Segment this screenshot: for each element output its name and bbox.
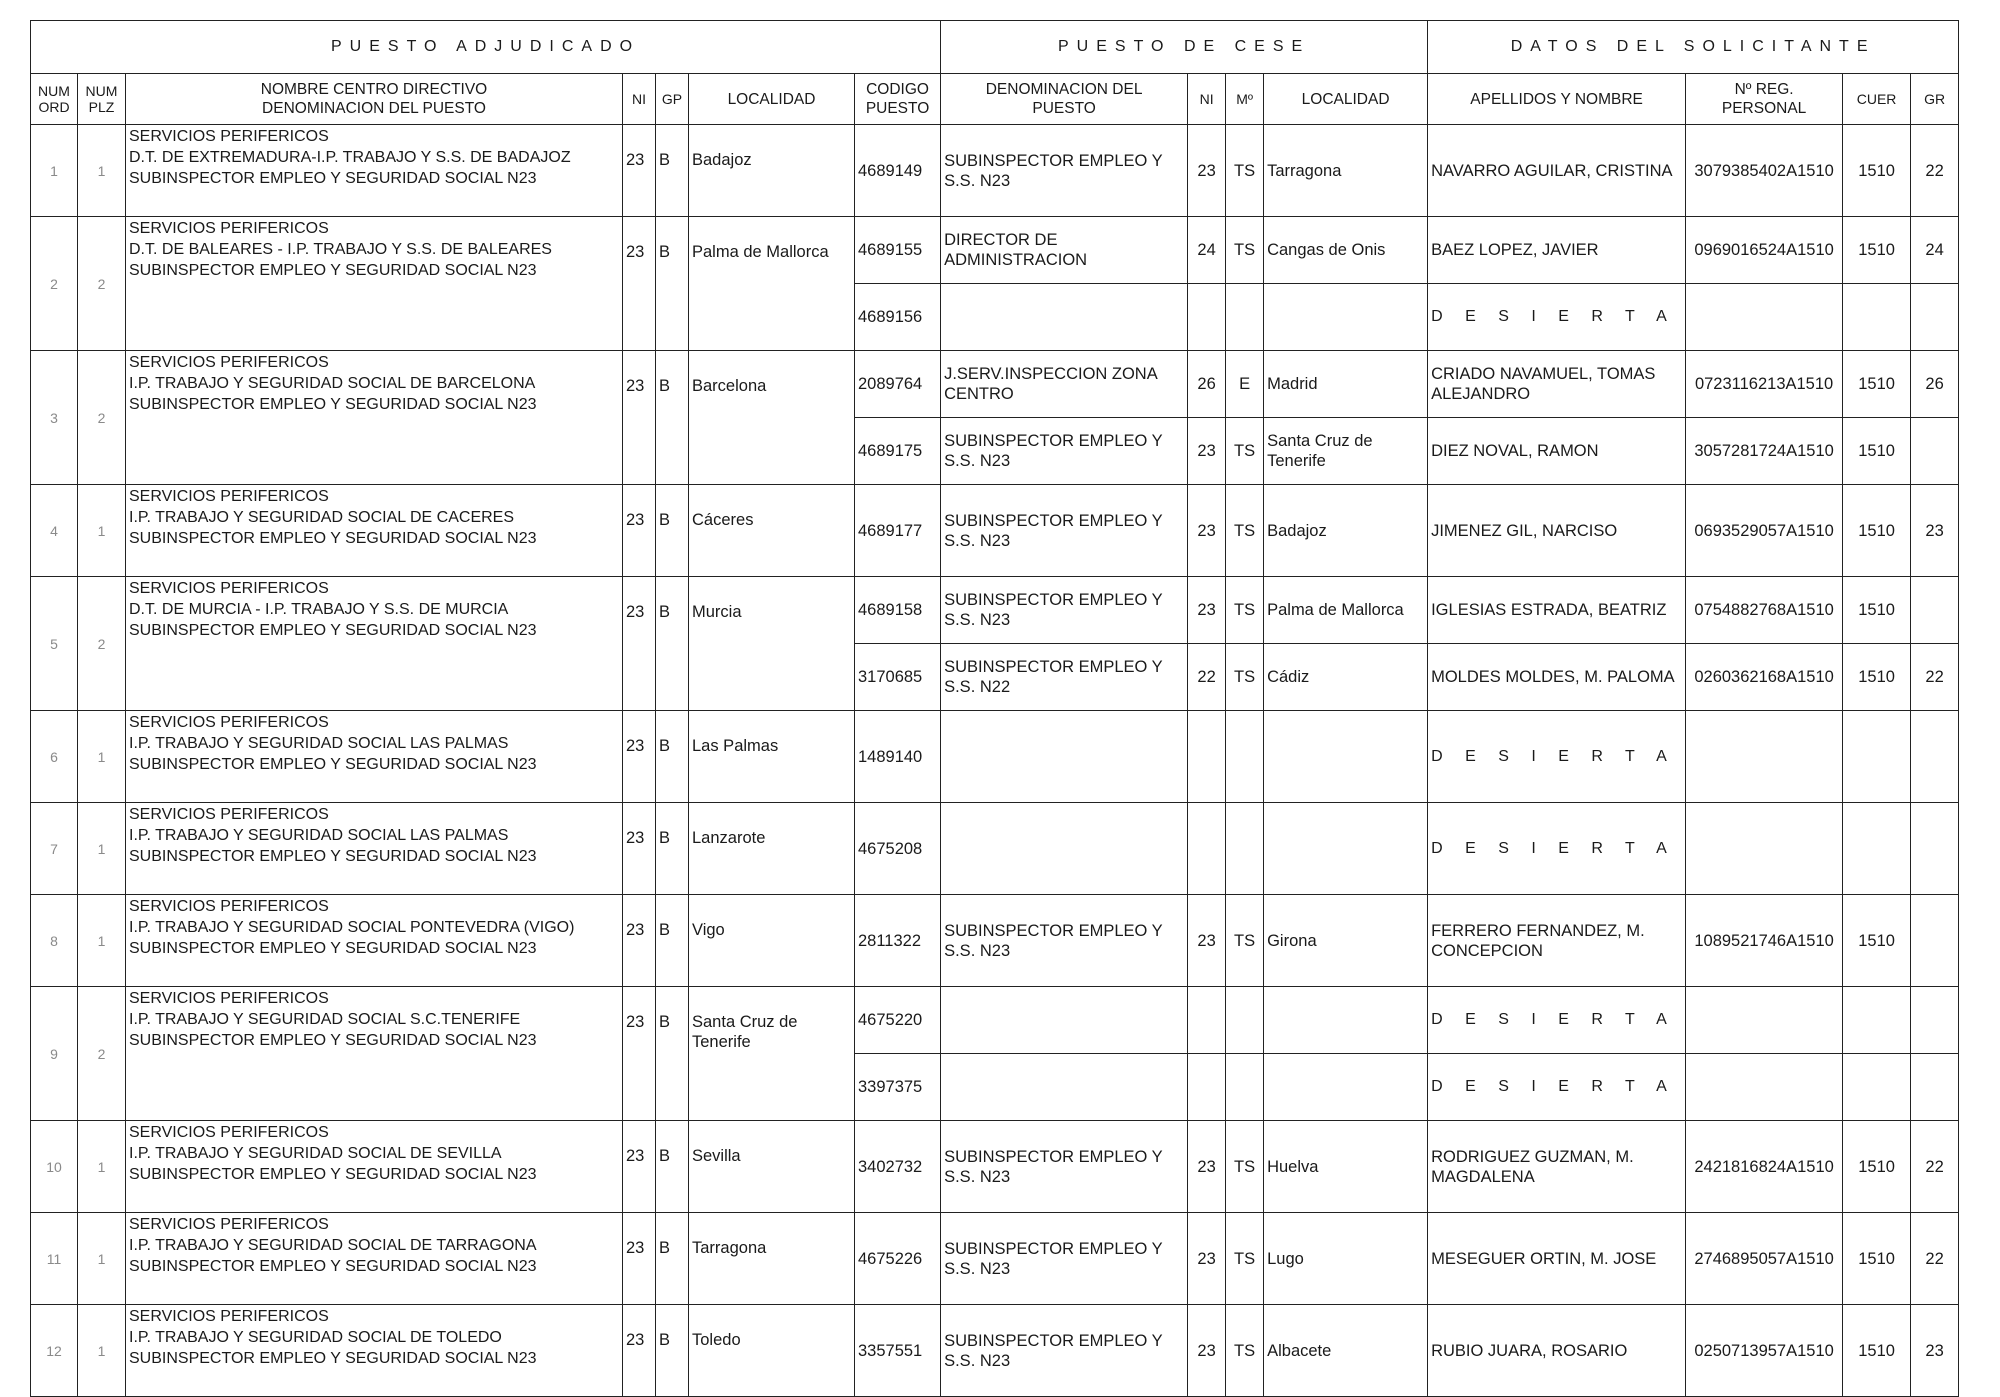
codigo-puesto-cell: 4689175 [855,418,941,485]
cese-localidad-cell: Tarragona [1264,125,1428,217]
cuer-cell: 1510 [1843,644,1911,711]
centro-cell [126,485,623,577]
table-row [31,125,1959,217]
ni-cell: 23 [623,803,656,895]
ni-cell: 23 [623,485,656,577]
localidad-cell: Murcia [689,577,855,711]
num-ord-cell: 4 [31,485,78,577]
codigo-puesto-cell: 3402732 [855,1121,941,1213]
centro-cell [126,125,623,217]
col-num-ord: NUM ORD [31,74,78,125]
col-mo: Mº [1226,74,1264,125]
num-plz-cell: 2 [78,987,126,1121]
num-ord-cell: 6 [31,711,78,803]
centro-line: SERVICIOS PERIFERICOS [129,128,329,145]
centro-line: SUBINSPECTOR EMPLEO Y SEGURIDAD SOCIAL N23 [129,940,537,957]
col-codigo-puesto: CODIGO PUESTO [855,74,941,125]
cuer-cell [1843,284,1911,351]
col-cese-localidad: LOCALIDAD [1264,74,1428,125]
ni-cell: 23 [623,1213,656,1305]
cese-ni-cell: 22 [1188,644,1226,711]
localidad-cell: Sevilla [689,1121,855,1213]
col-apellidos-nombre: APELLIDOS Y NOMBRE [1428,74,1686,125]
cese-localidad-cell: Girona [1264,895,1428,987]
centro-line: SUBINSPECTOR EMPLEO Y SEGURIDAD SOCIAL N23 [129,1166,537,1183]
centro-cell [126,351,623,485]
apellidos-nombre-cell: MESEGUER ORTIN, M. JOSE [1428,1213,1686,1305]
cese-localidad-cell: Palma de Mallorca [1264,577,1428,644]
localidad-cell: Lanzarote [689,803,855,895]
mo-cell [1226,1054,1264,1121]
cese-localidad-cell [1264,284,1428,351]
cuer-cell [1843,803,1911,895]
mo-cell: TS [1226,1121,1264,1213]
num-reg-personal-cell: 0754882768A1510 [1686,577,1843,644]
centro-line: SERVICIOS PERIFERICOS [129,806,329,823]
codigo-puesto-cell: 2811322 [855,895,941,987]
col-num-plz: NUM PLZ [78,74,126,125]
num-reg-personal-cell: 0250713957A1510 [1686,1305,1843,1397]
mo-cell: TS [1226,125,1264,217]
cuer-cell: 1510 [1843,418,1911,485]
num-reg-personal-cell: 3057281724A1510 [1686,418,1843,485]
cese-localidad-cell [1264,711,1428,803]
denominacion-cell: SUBINSPECTOR EMPLEO Y S.S. N23 [941,1305,1188,1397]
mo-cell: TS [1226,217,1264,284]
centro-line: SERVICIOS PERIFERICOS [129,220,329,237]
num-reg-personal-cell: 0969016524A1510 [1686,217,1843,284]
centro-line: SERVICIOS PERIFERICOS [129,1308,329,1325]
col-denominacion: DENOMINACION DEL PUESTO [941,74,1188,125]
denominacion-cell: SUBINSPECTOR EMPLEO Y S.S. N23 [941,1213,1188,1305]
num-ord-cell: 1 [31,125,78,217]
table-row [31,987,1959,1054]
centro-line: I.P. TRABAJO Y SEGURIDAD SOCIAL DE SEVILLA [129,1145,502,1162]
num-plz-cell: 2 [78,351,126,485]
centro-cell [126,895,623,987]
desierta-label: D E S I E R T A [1428,284,1686,351]
table-row [31,485,1959,577]
centro-line: SERVICIOS PERIFERICOS [129,990,329,1007]
cese-ni-cell: 23 [1188,125,1226,217]
centro-line: I.P. TRABAJO Y SEGURIDAD SOCIAL LAS PALMAS [129,735,509,752]
section-puesto-adjudicado: PUESTO ADJUDICADO [31,21,941,74]
col-localidad: LOCALIDAD [689,74,855,125]
col-gp: GP [656,74,689,125]
centro-cell [126,711,623,803]
cese-localidad-cell: Lugo [1264,1213,1428,1305]
num-ord-cell: 8 [31,895,78,987]
centro-line: I.P. TRABAJO Y SEGURIDAD SOCIAL DE TOLEDO [129,1329,502,1346]
localidad-cell: Tarragona [689,1213,855,1305]
num-reg-personal-cell: 1089521746A1510 [1686,895,1843,987]
centro-line: SUBINSPECTOR EMPLEO Y SEGURIDAD SOCIAL N23 [129,1032,537,1049]
gp-cell: B [656,895,689,987]
desierta-label: D E S I E R T A [1428,803,1686,895]
cese-ni-cell: 23 [1188,485,1226,577]
num-ord-cell: 10 [31,1121,78,1213]
codigo-puesto-cell: 3170685 [855,644,941,711]
table-row [31,895,1959,987]
column-header-row [31,74,1959,125]
num-reg-personal-cell [1686,711,1843,803]
apellidos-nombre-cell: DIEZ NOVAL, RAMON [1428,418,1686,485]
codigo-puesto-cell: 4689158 [855,577,941,644]
table-body [31,125,1959,1397]
codigo-puesto-cell: 3357551 [855,1305,941,1397]
cese-ni-cell: 23 [1188,895,1226,987]
cese-ni-cell [1188,987,1226,1054]
gr-cell [1911,987,1959,1054]
centro-line: I.P. TRABAJO Y SEGURIDAD SOCIAL DE BARCELONA [129,375,536,392]
apellidos-nombre-cell: RODRIGUEZ GUZMAN, M. MAGDALENA [1428,1121,1686,1213]
col-num-reg-personal: Nº REG. PERSONAL [1686,74,1843,125]
num-reg-personal-cell [1686,803,1843,895]
gr-cell [1911,418,1959,485]
num-ord-cell: 7 [31,803,78,895]
centro-line: D.T. DE BALEARES - I.P. TRABAJO Y S.S. DE BALEARES [129,241,552,258]
cuer-cell [1843,711,1911,803]
num-plz-cell: 1 [78,1305,126,1397]
denominacion-cell [941,711,1188,803]
num-plz-cell: 1 [78,711,126,803]
denominacion-cell: SUBINSPECTOR EMPLEO Y S.S. N23 [941,577,1188,644]
cese-ni-cell [1188,284,1226,351]
cuer-cell: 1510 [1843,217,1911,284]
centro-cell [126,1305,623,1397]
centro-line: I.P. TRABAJO Y SEGURIDAD SOCIAL DE TARRAGONA [129,1237,537,1254]
gp-cell: B [656,711,689,803]
num-ord-cell: 3 [31,351,78,485]
centro-line: SUBINSPECTOR EMPLEO Y SEGURIDAD SOCIAL N23 [129,756,537,773]
col-gr: GR [1911,74,1959,125]
localidad-cell: Cáceres [689,485,855,577]
centro-line: D.T. DE EXTREMADURA-I.P. TRABAJO Y S.S. DE BADAJOZ [129,149,571,166]
centro-cell [126,577,623,711]
centro-cell [126,1121,623,1213]
cese-localidad-cell: Huelva [1264,1121,1428,1213]
table-row [31,1213,1959,1305]
cuer-cell: 1510 [1843,485,1911,577]
gr-cell: 23 [1911,485,1959,577]
num-plz-cell: 2 [78,577,126,711]
desierta-label: D E S I E R T A [1428,711,1686,803]
cuer-cell: 1510 [1843,577,1911,644]
mo-cell [1226,987,1264,1054]
ni-cell: 23 [623,711,656,803]
num-plz-cell: 1 [78,1121,126,1213]
gp-cell: B [656,803,689,895]
num-plz-cell: 1 [78,895,126,987]
centro-line: SUBINSPECTOR EMPLEO Y SEGURIDAD SOCIAL N23 [129,396,537,413]
cuer-cell [1843,987,1911,1054]
num-plz-cell: 1 [78,125,126,217]
col-centro: NOMBRE CENTRO DIRECTIVO DENOMINACION DEL PUESTO [126,74,623,125]
table-row [31,577,1959,644]
centro-line: SUBINSPECTOR EMPLEO Y SEGURIDAD SOCIAL N23 [129,622,537,639]
apellidos-nombre-cell: RUBIO JUARA, ROSARIO [1428,1305,1686,1397]
centro-cell [126,987,623,1121]
gr-cell: 22 [1911,125,1959,217]
col-cese-ni: NI [1188,74,1226,125]
mo-cell: TS [1226,1213,1264,1305]
cese-localidad-cell: Albacete [1264,1305,1428,1397]
centro-line: SERVICIOS PERIFERICOS [129,714,329,731]
gr-cell [1911,803,1959,895]
localidad-cell: Las Palmas [689,711,855,803]
denominacion-cell [941,1054,1188,1121]
ni-cell: 23 [623,217,656,351]
num-ord-cell: 2 [31,217,78,351]
gr-cell: 22 [1911,1121,1959,1213]
ni-cell: 23 [623,125,656,217]
mo-cell: TS [1226,485,1264,577]
col-ni: NI [623,74,656,125]
cuer-cell: 1510 [1843,1213,1911,1305]
centro-line: SUBINSPECTOR EMPLEO Y SEGURIDAD SOCIAL N23 [129,848,537,865]
apellidos-nombre-cell: FERRERO FERNANDEZ, M. CONCEPCION [1428,895,1686,987]
centro-cell [126,803,623,895]
apellidos-nombre-cell: IGLESIAS ESTRADA, BEATRIZ [1428,577,1686,644]
codigo-puesto-cell: 4675208 [855,803,941,895]
localidad-cell: Badajoz [689,125,855,217]
mo-cell: TS [1226,418,1264,485]
cese-ni-cell: 23 [1188,1305,1226,1397]
num-reg-personal-cell: 0723116213A1510 [1686,351,1843,418]
section-header-row [31,21,1959,74]
centro-line: D.T. DE MURCIA - I.P. TRABAJO Y S.S. DE MURCIA [129,601,509,618]
num-reg-personal-cell [1686,987,1843,1054]
num-reg-personal-cell: 0260362168A1510 [1686,644,1843,711]
num-reg-personal-cell: 0693529057A1510 [1686,485,1843,577]
table-row [31,803,1959,895]
cese-localidad-cell: Badajoz [1264,485,1428,577]
centro-line: SERVICIOS PERIFERICOS [129,1124,329,1141]
denominacion-cell [941,284,1188,351]
centro-line: SERVICIOS PERIFERICOS [129,488,329,505]
cese-ni-cell: 23 [1188,418,1226,485]
cuer-cell: 1510 [1843,1305,1911,1397]
denominacion-cell: SUBINSPECTOR EMPLEO Y S.S. N22 [941,644,1188,711]
apellidos-nombre-cell: BAEZ LOPEZ, JAVIER [1428,217,1686,284]
gp-cell: B [656,1213,689,1305]
num-reg-personal-cell: 2421816824A1510 [1686,1121,1843,1213]
cese-localidad-cell: Cádiz [1264,644,1428,711]
codigo-puesto-cell: 3397375 [855,1054,941,1121]
num-plz-cell: 1 [78,1213,126,1305]
apellidos-nombre-cell: JIMENEZ GIL, NARCISO [1428,485,1686,577]
gr-cell: 22 [1911,644,1959,711]
cuer-cell: 1510 [1843,351,1911,418]
num-reg-personal-cell [1686,284,1843,351]
cese-localidad-cell [1264,987,1428,1054]
localidad-cell: Barcelona [689,351,855,485]
apellidos-nombre-cell: MOLDES MOLDES, M. PALOMA [1428,644,1686,711]
gp-cell: B [656,577,689,711]
codigo-puesto-cell: 4675220 [855,987,941,1054]
cese-ni-cell: 23 [1188,1121,1226,1213]
gp-cell: B [656,217,689,351]
num-ord-cell: 12 [31,1305,78,1397]
codigo-puesto-cell: 4689156 [855,284,941,351]
apellidos-nombre-cell: NAVARRO AGUILAR, CRISTINA [1428,125,1686,217]
gr-cell: 26 [1911,351,1959,418]
table-row [31,351,1959,418]
codigo-puesto-cell: 4689149 [855,125,941,217]
mo-cell: E [1226,351,1264,418]
centro-line: SUBINSPECTOR EMPLEO Y SEGURIDAD SOCIAL N23 [129,170,537,187]
cese-ni-cell: 23 [1188,577,1226,644]
ni-cell: 23 [623,351,656,485]
centro-line: I.P. TRABAJO Y SEGURIDAD SOCIAL PONTEVEDRA (VIGO) [129,919,575,936]
adjudication-table [30,20,1959,1397]
centro-line: I.P. TRABAJO Y SEGURIDAD SOCIAL LAS PALMAS [129,827,509,844]
desierta-label: D E S I E R T A [1428,987,1686,1054]
section-puesto-de-cese: PUESTO DE CESE [941,21,1428,74]
codigo-puesto-cell: 1489140 [855,711,941,803]
centro-line: SUBINSPECTOR EMPLEO Y SEGURIDAD SOCIAL N23 [129,530,537,547]
denominacion-cell [941,987,1188,1054]
denominacion-cell [941,803,1188,895]
num-plz-cell: 2 [78,217,126,351]
gr-cell [1911,895,1959,987]
codigo-puesto-cell: 4675226 [855,1213,941,1305]
num-plz-cell: 1 [78,803,126,895]
num-reg-personal-cell [1686,1054,1843,1121]
cuer-cell: 1510 [1843,1121,1911,1213]
gp-cell: B [656,351,689,485]
cese-localidad-cell: Cangas de Onis [1264,217,1428,284]
num-ord-cell: 9 [31,987,78,1121]
centro-line: I.P. TRABAJO Y SEGURIDAD SOCIAL S.C.TENERIFE [129,1011,521,1028]
mo-cell: TS [1226,577,1264,644]
centro-cell [126,1213,623,1305]
denominacion-cell: SUBINSPECTOR EMPLEO Y S.S. N23 [941,895,1188,987]
ni-cell: 23 [623,577,656,711]
num-ord-cell: 5 [31,577,78,711]
mo-cell [1226,711,1264,803]
gr-cell [1911,284,1959,351]
num-plz-cell: 1 [78,485,126,577]
ni-cell: 23 [623,987,656,1121]
centro-line: SUBINSPECTOR EMPLEO Y SEGURIDAD SOCIAL N23 [129,1258,537,1275]
gp-cell: B [656,485,689,577]
denominacion-cell: DIRECTOR DE ADMINISTRACION [941,217,1188,284]
centro-line: SERVICIOS PERIFERICOS [129,580,329,597]
table-row [31,1305,1959,1397]
gr-cell [1911,577,1959,644]
centro-cell [126,217,623,351]
num-reg-personal-cell: 3079385402A1510 [1686,125,1843,217]
denominacion-cell: SUBINSPECTOR EMPLEO Y S.S. N23 [941,1121,1188,1213]
table-row [31,217,1959,284]
num-ord-cell: 11 [31,1213,78,1305]
gr-cell [1911,1054,1959,1121]
cese-ni-cell [1188,711,1226,803]
gp-cell: B [656,1305,689,1397]
denominacion-cell: SUBINSPECTOR EMPLEO Y S.S. N23 [941,125,1188,217]
gp-cell: B [656,987,689,1121]
centro-line: SUBINSPECTOR EMPLEO Y SEGURIDAD SOCIAL N23 [129,1350,537,1367]
ni-cell: 23 [623,1121,656,1213]
gp-cell: B [656,125,689,217]
codigo-puesto-cell: 2089764 [855,351,941,418]
cese-localidad-cell: Madrid [1264,351,1428,418]
gr-cell [1911,711,1959,803]
mo-cell [1226,803,1264,895]
centro-line: SUBINSPECTOR EMPLEO Y SEGURIDAD SOCIAL N23 [129,262,537,279]
col-cuer: CUER [1843,74,1911,125]
cese-ni-cell: 23 [1188,1213,1226,1305]
localidad-cell: Vigo [689,895,855,987]
cese-localidad-cell [1264,803,1428,895]
centro-line: I.P. TRABAJO Y SEGURIDAD SOCIAL DE CACERES [129,509,515,526]
codigo-puesto-cell: 4689155 [855,217,941,284]
denominacion-cell: SUBINSPECTOR EMPLEO Y S.S. N23 [941,418,1188,485]
cese-ni-cell [1188,803,1226,895]
denominacion-cell: SUBINSPECTOR EMPLEO Y S.S. N23 [941,485,1188,577]
gr-cell: 23 [1911,1305,1959,1397]
localidad-cell: Palma de Mallorca [689,217,855,351]
cuer-cell [1843,1054,1911,1121]
centro-line: SERVICIOS PERIFERICOS [129,354,329,371]
codigo-puesto-cell: 4689177 [855,485,941,577]
adjudication-sheet [30,20,1958,1397]
centro-line: SERVICIOS PERIFERICOS [129,1216,329,1233]
mo-cell: TS [1226,1305,1264,1397]
desierta-label: D E S I E R T A [1428,1054,1686,1121]
table-row [31,1121,1959,1213]
cese-localidad-cell [1264,1054,1428,1121]
gr-cell: 22 [1911,1213,1959,1305]
cese-ni-cell: 24 [1188,217,1226,284]
mo-cell [1226,284,1264,351]
num-reg-personal-cell: 2746895057A1510 [1686,1213,1843,1305]
mo-cell: TS [1226,895,1264,987]
denominacion-cell: J.SERV.INSPECCION ZONA CENTRO [941,351,1188,418]
gr-cell: 24 [1911,217,1959,284]
cuer-cell: 1510 [1843,125,1911,217]
gp-cell: B [656,1121,689,1213]
cese-ni-cell [1188,1054,1226,1121]
centro-line: SERVICIOS PERIFERICOS [129,898,329,915]
localidad-cell: Toledo [689,1305,855,1397]
cese-localidad-cell: Santa Cruz de Tenerife [1264,418,1428,485]
localidad-cell: Santa Cruz de Tenerife [689,987,855,1121]
table-row [31,711,1959,803]
mo-cell: TS [1226,644,1264,711]
ni-cell: 23 [623,1305,656,1397]
cuer-cell: 1510 [1843,895,1911,987]
apellidos-nombre-cell: CRIADO NAVAMUEL, TOMAS ALEJANDRO [1428,351,1686,418]
cese-ni-cell: 26 [1188,351,1226,418]
section-datos-solicitante: DATOS DEL SOLICITANTE [1428,21,1959,74]
ni-cell: 23 [623,895,656,987]
